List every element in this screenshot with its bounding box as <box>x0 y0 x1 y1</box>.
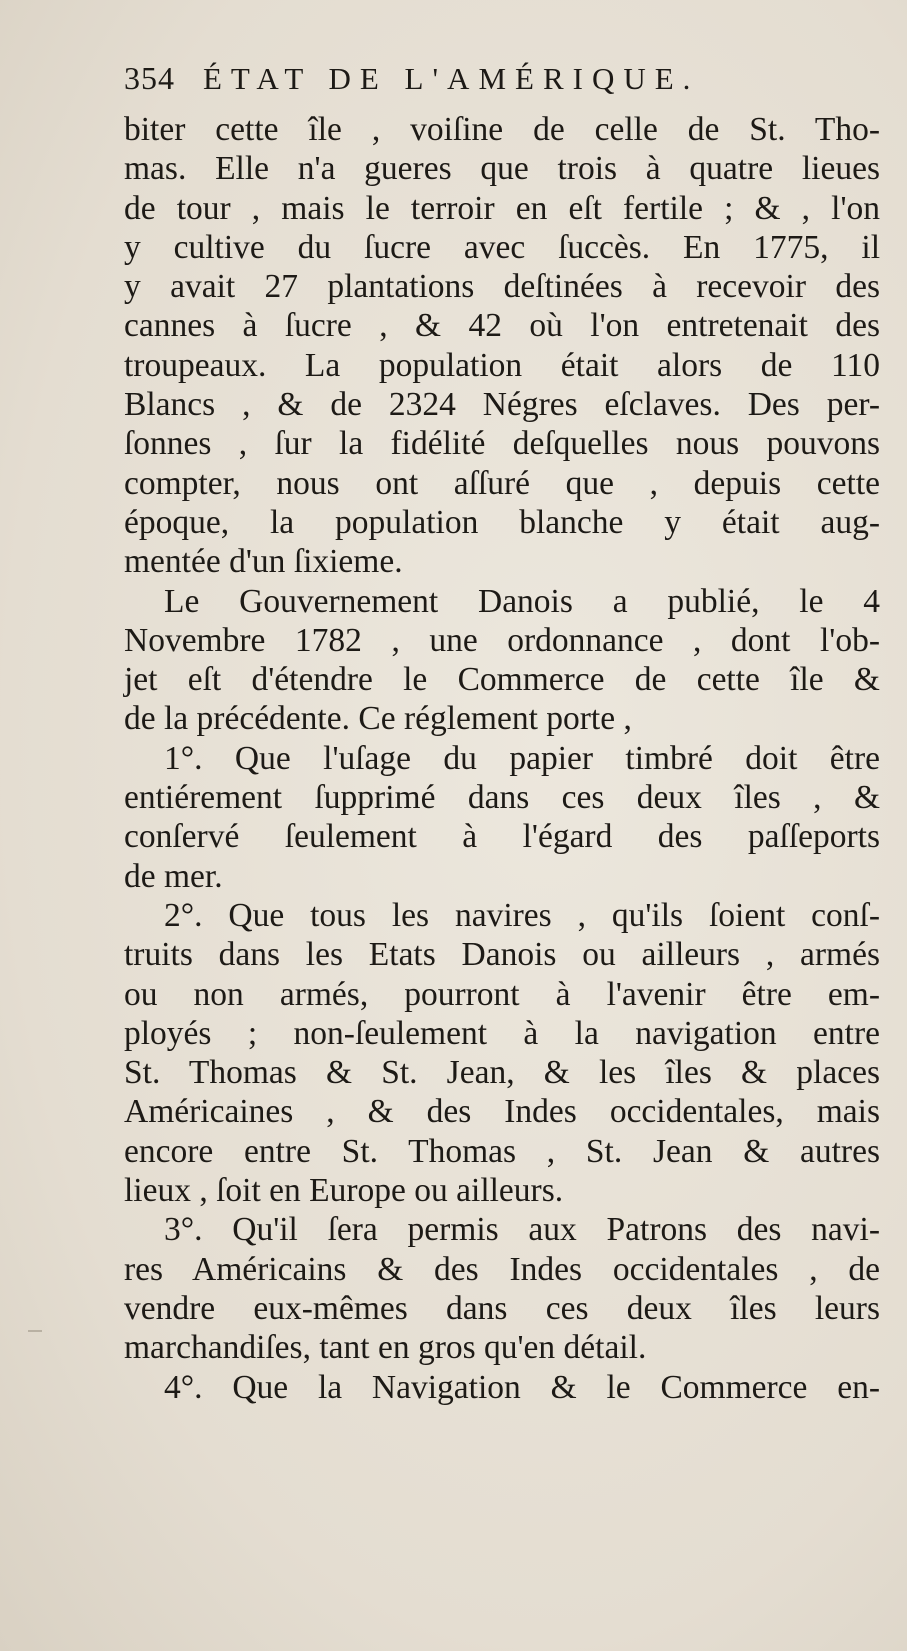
text-line: 1°. Que l'uſage du papier timbré doit être <box>164 739 880 777</box>
text-line: Le Gouvernement Danois a publié, le 4 <box>164 582 880 620</box>
text-line: 4°. Que la Navigation & le Commerce en- <box>164 1368 880 1406</box>
text-line: mentée d'un ſixieme. <box>124 543 403 581</box>
text-line: 3°. Qu'il ſera permis aux Patrons des navi- <box>164 1211 880 1249</box>
text-line: de tour , mais le terroir en eſt fertile ; & , l'on <box>124 189 880 227</box>
text-line: lieux , ſoit en Europe ou ailleurs. <box>124 1172 564 1210</box>
page-number: 354 <box>124 60 175 96</box>
text-line: marchandiſes, tant en gros qu'en détail. <box>124 1329 647 1367</box>
text-line: y cultive du ſucre avec ſuccès. En 1775, il <box>124 228 880 266</box>
text-line: ou non armés, pourront à l'avenir être em- <box>124 975 880 1013</box>
text-line: y avait 27 plantations deſtinées à recevoir des <box>124 268 880 306</box>
margin-mark <box>28 1330 42 1332</box>
text-line: biter cette île , voiſine de celle de St. Tho- <box>124 111 880 148</box>
text-line: truits dans les Etats Danois ou ailleurs , armés <box>124 936 880 974</box>
text-line: Novembre 1782 , une ordonnance , dont l'ob- <box>124 621 880 659</box>
text-line: époque, la population blanche y était aug- <box>124 503 880 541</box>
running-title: ÉTAT DE L'AMÉRIQUE. <box>203 61 700 96</box>
text-line: entiérement ſupprimé dans ces deux îles , & <box>124 779 880 817</box>
text-line: res Américains & des Indes occidentales , de <box>124 1250 880 1288</box>
text-line: St. Thomas & St. Jean, & les îles & places <box>124 1054 880 1092</box>
text-line: 2°. Que tous les navires , qu'ils ſoient conſ- <box>164 896 880 934</box>
text-line: Blancs , & de 2324 Négres eſclaves. Des per- <box>124 386 880 424</box>
text-line: compter, nous ont aſſuré que , depuis cette <box>124 464 880 502</box>
text-line: conſervé ſeulement à l'égard des paſſeports <box>124 818 880 856</box>
text-line: ſonnes , ſur la fidélité deſquelles nous pouvons <box>124 425 880 463</box>
text-line: cannes à ſucre , & 42 où l'on entretenait des <box>124 307 880 345</box>
text-line: Américaines , & des Indes occidentales, mais <box>124 1093 880 1131</box>
text-line: ployés ; non-ſeulement à la navigation entre <box>124 1014 880 1052</box>
text-line: troupeaux. La population était alors de 110 <box>124 346 880 384</box>
text-line: mas. Elle n'a gueres que trois à quatre lieues <box>124 150 880 188</box>
text-line: encore entre St. Thomas , St. Jean & autres <box>124 1132 880 1170</box>
text-line: de mer. <box>124 857 223 895</box>
text-line: de la précédente. Ce réglement porte , <box>124 700 632 738</box>
body-text <box>124 110 880 1407</box>
text-block <box>124 60 880 1407</box>
text-line: vendre eux-mêmes dans ces deux îles leurs <box>124 1289 880 1327</box>
running-head <box>124 60 880 110</box>
text-line: jet eſt d'étendre le Commerce de cette île & <box>124 661 880 699</box>
